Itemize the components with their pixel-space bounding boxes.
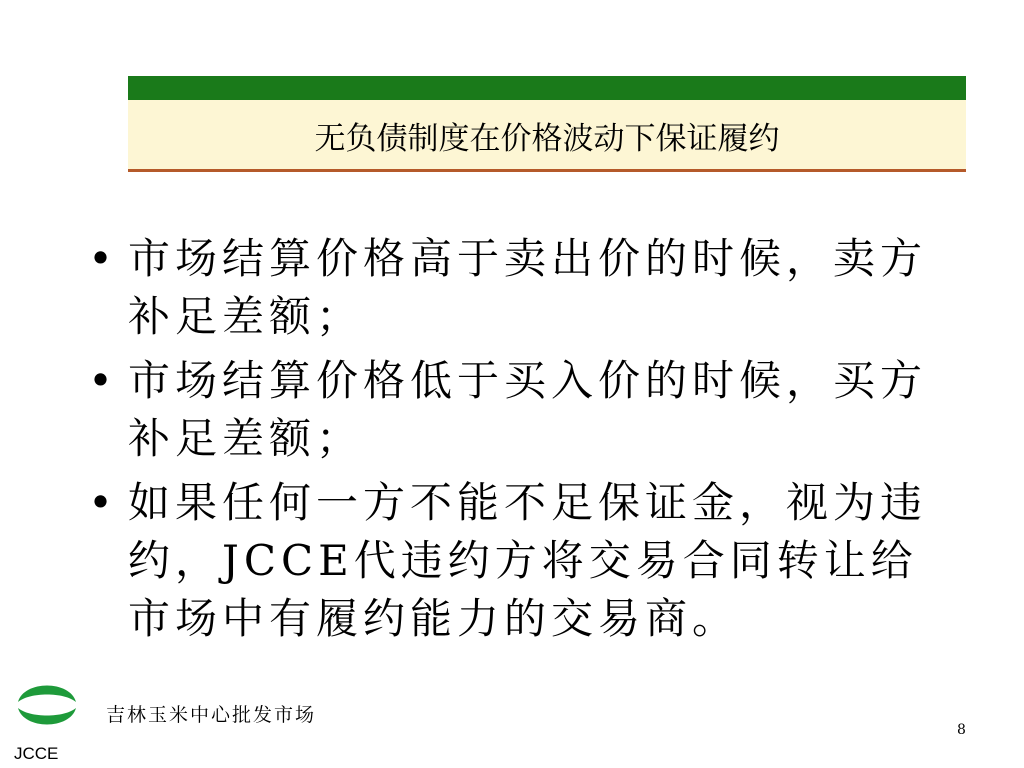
- bullet-text: 市场结算价格低于买入价的时候，买方补足差额；: [128, 356, 928, 463]
- page-number: 8: [957, 722, 966, 738]
- bullet-item: [88, 474, 958, 648]
- bullet-list: [88, 230, 958, 654]
- bullet-text: 如果任何一方不能不足保证金，视为违约，JCCE代违约方将交易合同转让给市场中有履约能力的交易商。: [128, 478, 928, 643]
- slide-title: 无负债制度在价格波动下保证履约: [314, 120, 780, 157]
- bullet-item: [88, 352, 958, 468]
- jcce-logo-icon: [14, 674, 80, 736]
- title-accent-strip: [128, 76, 966, 100]
- bullet-dot: •: [88, 356, 118, 405]
- bullet-dot: •: [88, 234, 118, 283]
- bullet-item: [88, 230, 958, 346]
- bullet-text: 市场结算价格高于卖出价的时候，卖方补足差额；: [128, 234, 928, 341]
- logo-caption: JCCE: [14, 744, 59, 763]
- slide-title-bar: [128, 76, 966, 172]
- bullet-dot: •: [88, 478, 118, 527]
- organization-name: 吉林玉米中心批发市场: [106, 704, 317, 726]
